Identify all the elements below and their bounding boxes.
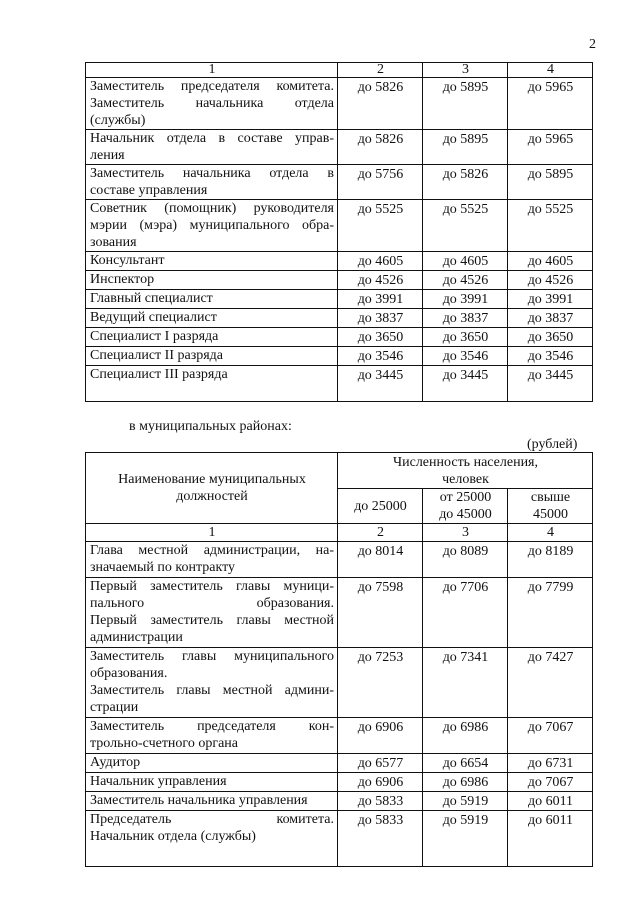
position-title-line: Первый заместитель главы муници- (90, 579, 334, 594)
table-row (86, 578, 593, 648)
position-title-line: Заместитель главы местной админи- (90, 683, 334, 698)
position-title-cell (86, 754, 338, 773)
position-title-line: Специалист II разряда (90, 348, 224, 363)
table-row (86, 200, 593, 252)
salary-value: до 3546 (423, 347, 508, 366)
salary-value: до 3650 (338, 328, 423, 347)
header-line: свыше (530, 490, 571, 505)
position-title-cell (86, 542, 338, 578)
header-line: 45000 (533, 507, 569, 522)
position-title-line: Начальник отдела (службы) (90, 829, 256, 844)
table-row (86, 773, 593, 792)
position-title-line: трольно-счетного органа (90, 736, 238, 751)
position-title-line: Ведущий специалист (90, 310, 217, 325)
salary-value: до 8089 (423, 542, 508, 578)
salary-value: до 7341 (423, 648, 508, 718)
salary-value: до 5895 (423, 78, 508, 130)
salary-value: до 3546 (338, 347, 423, 366)
position-title-line: Заместитель председателя комитета. (90, 79, 334, 94)
position-title-line: Начальник отдела в составе управ- (90, 131, 334, 146)
salary-value: до 4526 (423, 271, 508, 290)
position-title-cell (86, 773, 338, 792)
salary-value: до 5826 (423, 165, 508, 200)
table-row (86, 130, 593, 165)
salary-value: до 3650 (423, 328, 508, 347)
position-title-line: Первый заместитель главы местной (90, 613, 334, 628)
salary-value: до 5525 (508, 200, 593, 252)
column-number: 3 (423, 524, 508, 542)
position-title-cell (86, 165, 338, 200)
section-title: в муниципальных районах: (129, 419, 292, 434)
salary-value: до 7427 (508, 648, 593, 718)
position-title-line: образования. (90, 666, 168, 681)
column-number-row (86, 524, 593, 542)
salary-value: до 5826 (338, 130, 423, 165)
header-line: человек (442, 471, 489, 487)
position-title-cell (86, 792, 338, 811)
salary-value: до 7598 (338, 578, 423, 648)
table-row (86, 542, 593, 578)
salary-value: до 3837 (338, 309, 423, 328)
salary-value: до 3445 (338, 366, 423, 402)
salary-value: до 8014 (338, 542, 423, 578)
header-line: до 25000 (354, 498, 407, 514)
table-row (86, 252, 593, 271)
position-title-line: Советник (помощник) руководителя (90, 201, 334, 216)
salary-value: до 4526 (338, 271, 423, 290)
position-title-cell (86, 328, 338, 347)
salary-value: до 4526 (508, 271, 593, 290)
salary-value: до 7799 (508, 578, 593, 648)
population-group-header (508, 489, 593, 524)
population-header (338, 453, 593, 489)
position-title-line: Специалист III разряда (90, 367, 228, 382)
table-row (86, 718, 593, 754)
population-group-header (423, 489, 508, 524)
position-title-line: ления (90, 148, 125, 163)
column-number: 4 (508, 63, 593, 78)
salary-value: до 6986 (423, 718, 508, 754)
salary-value: до 6011 (508, 811, 593, 867)
column-number: 2 (338, 63, 423, 78)
column-number: 1 (86, 524, 338, 542)
salary-value: до 8189 (508, 542, 593, 578)
position-title-cell (86, 78, 338, 130)
position-title-cell (86, 648, 338, 718)
position-title-line: составе управления (90, 183, 208, 198)
position-title-line: Заместитель начальника отдела (90, 96, 334, 111)
salary-value: до 5965 (508, 130, 593, 165)
header-line: до 45000 (439, 507, 492, 522)
position-title-line: Консультант (90, 253, 165, 268)
position-title-cell (86, 200, 338, 252)
table-row (86, 309, 593, 328)
position-title-cell (86, 130, 338, 165)
position-title-line: (службы) (90, 113, 146, 128)
position-title-line: Заместитель начальника отдела в (90, 166, 334, 181)
salary-value: до 6986 (423, 773, 508, 792)
position-title-line: страции (90, 700, 139, 715)
salary-value: до 5919 (423, 811, 508, 867)
salary-value: до 5895 (508, 165, 593, 200)
position-name-header (86, 453, 338, 524)
column-number-row (86, 63, 593, 78)
column-number: 1 (86, 63, 338, 78)
position-title-line: Глава местной администрации, на- (90, 543, 334, 558)
table-row (86, 811, 593, 867)
salary-value: до 3650 (508, 328, 593, 347)
header-line: Наименование муниципальных (118, 472, 306, 487)
position-title-line: администрации (90, 630, 183, 645)
salary-value: до 7067 (508, 718, 593, 754)
salary-value: до 6906 (338, 773, 423, 792)
position-title-cell (86, 309, 338, 328)
table-row (86, 347, 593, 366)
salary-value: до 5895 (423, 130, 508, 165)
position-title-cell (86, 578, 338, 648)
header-line: Численность населения, (393, 454, 538, 470)
position-title-cell (86, 252, 338, 271)
population-group-header (338, 489, 423, 524)
position-title-line: Специалист I разряда (90, 329, 219, 344)
position-title-line: значаемый по контракту (90, 560, 236, 575)
position-title-line: Инспектор (90, 272, 155, 287)
salary-value: до 5833 (338, 811, 423, 867)
position-title-line: Заместитель главы муниципального (90, 649, 334, 664)
table-row (86, 648, 593, 718)
position-title-line: Начальник управления (90, 774, 227, 789)
position-title-line: мэрии (мэра) муниципального обра- (90, 218, 334, 233)
position-title-cell (86, 718, 338, 754)
salary-value: до 5525 (423, 200, 508, 252)
salary-value: до 6906 (338, 718, 423, 754)
position-title-cell (86, 290, 338, 309)
position-title-line: зования (90, 235, 137, 250)
salary-table-city (85, 62, 593, 402)
table-row (86, 754, 593, 773)
position-title-line: Заместитель начальника управления (90, 793, 308, 808)
salary-value: до 4605 (508, 252, 593, 271)
salary-value: до 5525 (338, 200, 423, 252)
position-title-cell (86, 271, 338, 290)
column-number: 2 (338, 524, 423, 542)
salary-value: до 3991 (423, 290, 508, 309)
position-title-line: пального образования. (90, 596, 334, 611)
salary-value: до 3546 (508, 347, 593, 366)
salary-value: до 4605 (423, 252, 508, 271)
salary-value: до 5756 (338, 165, 423, 200)
salary-value: до 7253 (338, 648, 423, 718)
table-row (86, 328, 593, 347)
currency-unit: (рублей) (527, 437, 578, 452)
salary-value: до 7067 (508, 773, 593, 792)
position-title-line: Главный специалист (90, 291, 213, 306)
salary-value: до 3445 (508, 366, 593, 402)
position-title-cell (86, 811, 338, 867)
position-title-line: Аудитор (90, 755, 141, 770)
salary-value: до 6731 (508, 754, 593, 773)
salary-value: до 5919 (423, 792, 508, 811)
salary-value: до 6011 (508, 792, 593, 811)
header-row (86, 453, 593, 489)
salary-table-districts (85, 452, 593, 867)
salary-value: до 3991 (508, 290, 593, 309)
salary-value: до 3991 (338, 290, 423, 309)
position-title-cell (86, 366, 338, 402)
header-line: от 25000 (439, 490, 492, 505)
position-title-line: Заместитель председателя кон- (90, 719, 334, 734)
column-number: 3 (423, 63, 508, 78)
position-title-cell (86, 347, 338, 366)
table-row (86, 366, 593, 402)
table-row (86, 78, 593, 130)
table-row (86, 271, 593, 290)
salary-value: до 3445 (423, 366, 508, 402)
position-title-line: Председатель комитета. (90, 812, 334, 827)
page-number: 2 (589, 37, 596, 52)
column-number: 4 (508, 524, 593, 542)
salary-value: до 4605 (338, 252, 423, 271)
salary-value: до 3837 (508, 309, 593, 328)
salary-value: до 6654 (423, 754, 508, 773)
salary-value: до 3837 (423, 309, 508, 328)
salary-value: до 7706 (423, 578, 508, 648)
salary-value: до 5965 (508, 78, 593, 130)
table-row (86, 792, 593, 811)
table-row (86, 165, 593, 200)
salary-value: до 6577 (338, 754, 423, 773)
table-row (86, 290, 593, 309)
salary-value: до 5826 (338, 78, 423, 130)
header-line: должностей (176, 489, 248, 504)
salary-value: до 5833 (338, 792, 423, 811)
